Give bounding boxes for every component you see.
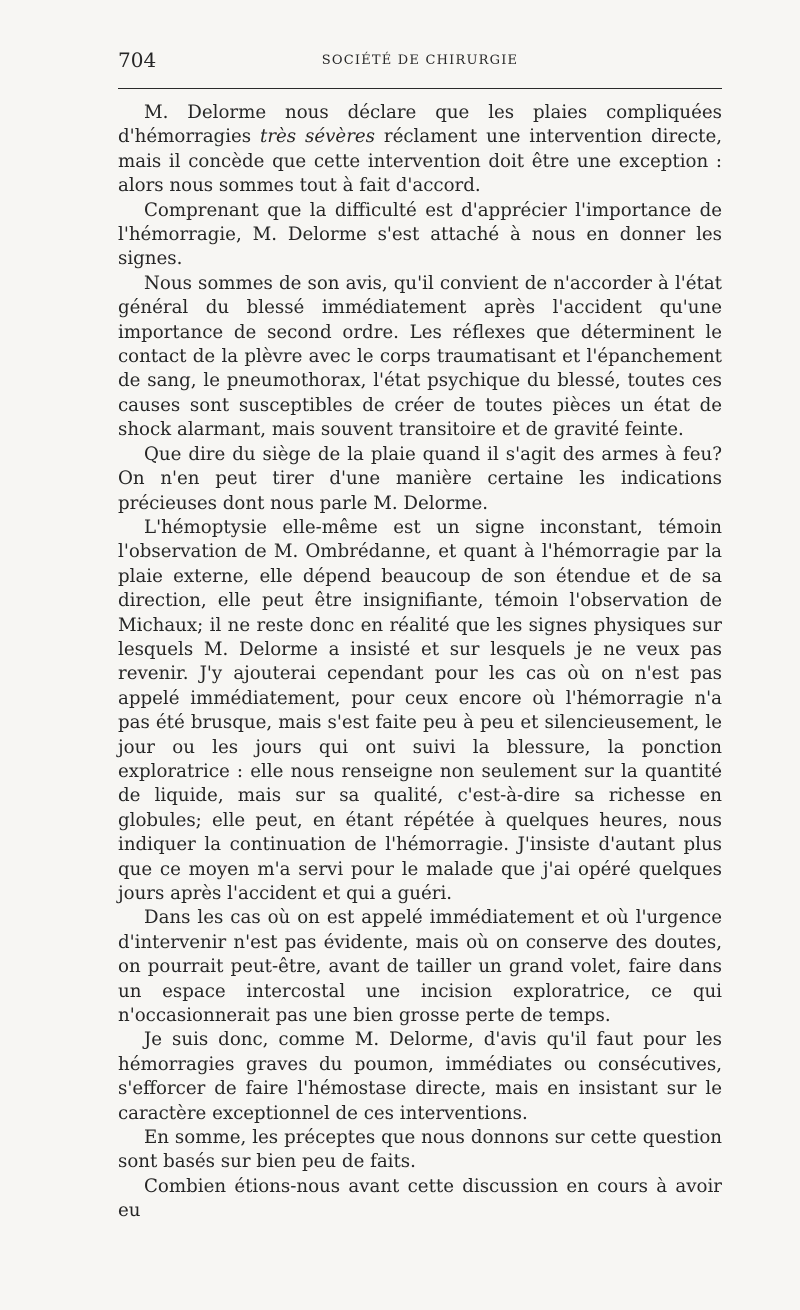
- paragraph: Je suis donc, comme M. Delorme, d'avis qu'il faut pour les hémorragies graves du poumon, immédiates ou consécutives, s'efforcer de faire l'hémostase directe, mais en insistant sur le caractère exceptionnel de ces interventions.: [118, 1029, 722, 1124]
- paragraph: [118, 101, 722, 199]
- page-header: [118, 48, 722, 76]
- paragraph: Dans les cas où on est appelé immédiatement et où l'urgence d'intervenir n'est pas évidente, mais où on conserve des doutes, on pourrait peut-être, avant de tailler un grand volet, faire dans un espace intercostal une incision exploratrice, ce qui n'occasionnerait pas une bien grosse perte de temps.: [118, 907, 722, 1027]
- paragraph: L'hémoptysie elle-même est un signe inconstant, témoin l'observation de M. Ombrédanne, et quant à l'hémorragie par la plaie externe, elle dépend beaucoup de son étendue et de sa direction, elle peut être insignifiante, témoin l'observation de Michaux; il ne reste donc en réalité que les signes physiques sur lesquels M. Delorme a insisté et sur lesquels je ne veux pas revenir. J'y ajouterai cependant pour les cas où on n'est pas appelé immédiatement, pour ceux encore où l'hémorragie n'a pas été brusque, mais s'est faite peu à peu et silencieusement, le jour ou les jours qui ont suivi la blessure, la ponction exploratrice : elle nous renseigne non seulement sur la quantité de liquide, mais sur sa qualité, c'est-à-dire sa richesse en globules; elle peut, en étant répétée à quelques heures, nous indiquer la continuation de l'hémorragie. J'insiste d'autant plus que ce moyen m'a servi pour le malade que j'ai opéré quelques jours après l'accident et qui a guéri.: [118, 516, 722, 904]
- book-page: [118, 48, 722, 1224]
- paragraph-text-end: réclament une intervention directe, mais il concède que cette intervention doit être une exception : alors nous sommes tout à fait d'accord.: [118, 126, 722, 197]
- paragraph: Que dire du siège de la plaie quand il s'agit des armes à feu? On n'en peut tirer d'une manière certaine les indications précieuses dont nous parle M. Delorme.: [118, 443, 722, 514]
- paragraph: Comprenant que la difficulté est d'apprécier l'importance de l'hémorragie, M. Delorme s'est attaché à nous en donner les signes.: [118, 199, 722, 270]
- paragraph: Nous sommes de son avis, qu'il convient de n'accorder à l'état général du blessé immédiatement après l'accident qu'une importance de second ordre. Les réflexes que déterminent le contact de la plèvre avec le corps traumatisant et l'épanchement de sang, le pneumothorax, l'état psychique du blessé, toutes ces causes sont susceptibles de créer de toutes pièces un état de shock alarmant, mais souvent transitoire et de gravité feinte.: [118, 272, 722, 441]
- body-text: [118, 101, 722, 1224]
- paragraph-text-start: M. Delorme nous déclare que les plaies compliquées d'hémorragies: [118, 102, 722, 148]
- header-rule: [118, 88, 722, 89]
- running-title: SOCIÉTÉ DE CHIRURGIE: [321, 53, 519, 68]
- italic-emphasis: très sévères: [260, 126, 375, 148]
- paragraph: En somme, les préceptes que nous donnons sur cette question sont basés sur bien peu de faits.: [118, 1127, 722, 1173]
- page-number: 704: [118, 48, 157, 72]
- paragraph: Combien étions-nous avant cette discussion en cours à avoir eu: [118, 1175, 722, 1222]
